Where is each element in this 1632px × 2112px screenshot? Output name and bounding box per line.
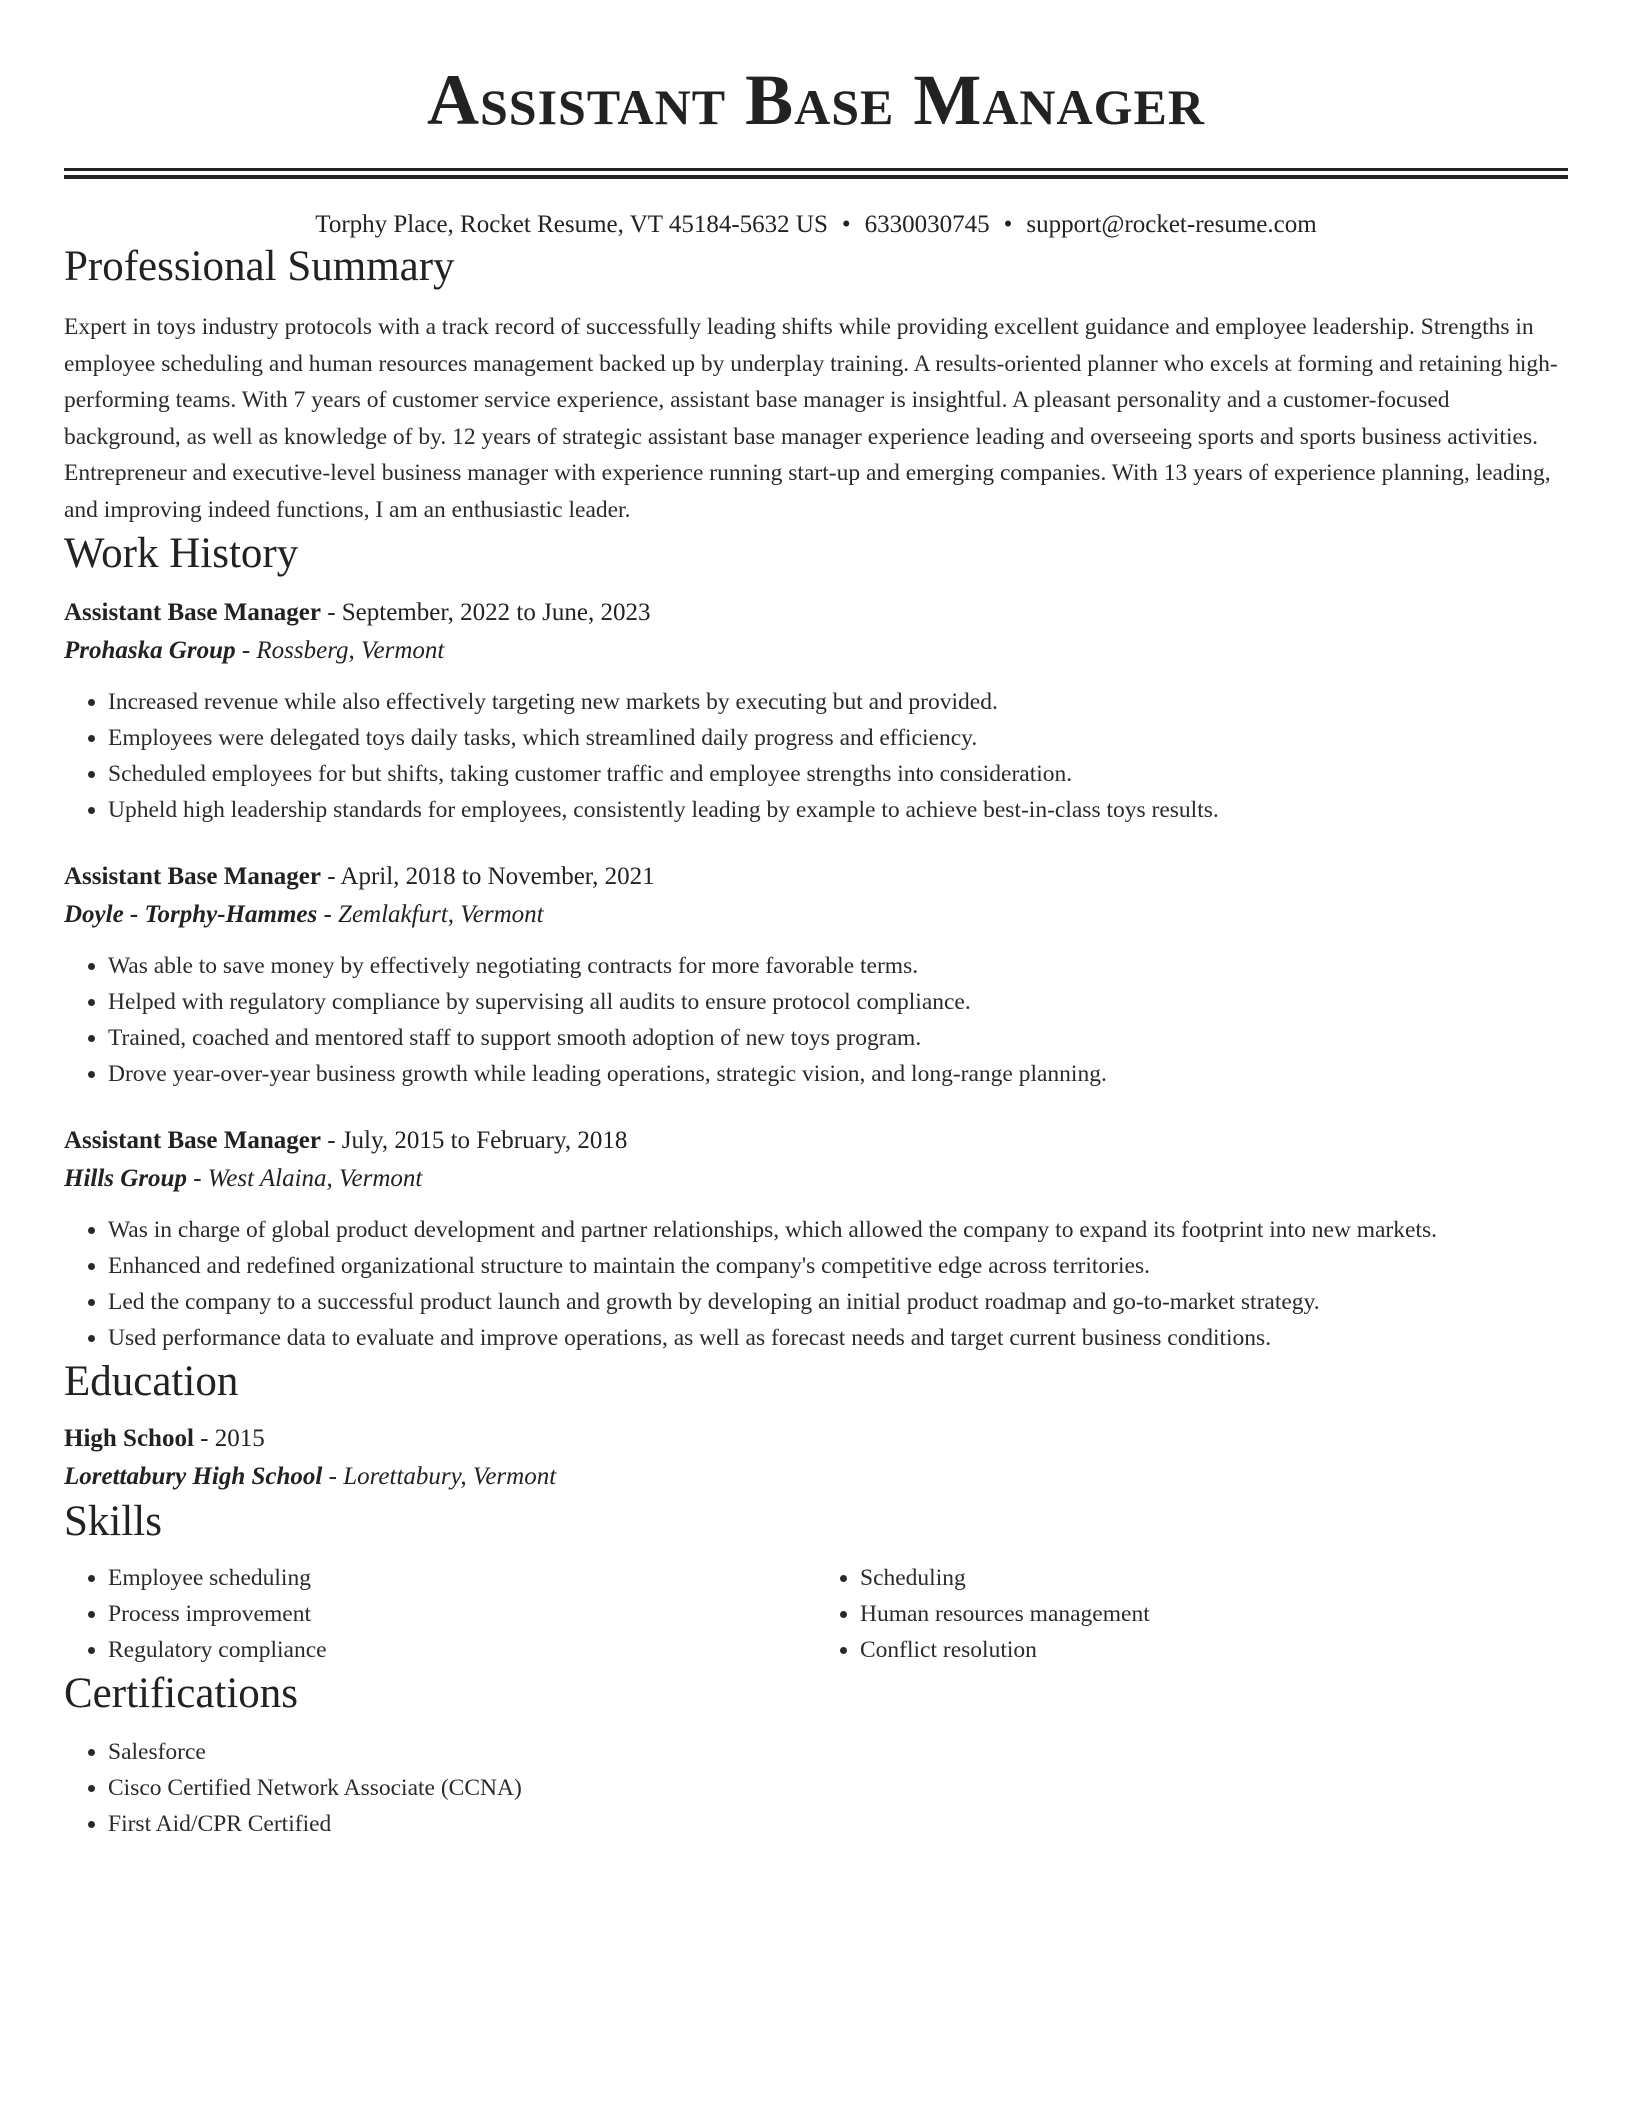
- job-company: Hills Group: [64, 1165, 187, 1192]
- job-entry: [64, 1122, 1568, 1356]
- certification-item: • Cisco Certified Network Associate (CCNA): [108, 1770, 1568, 1806]
- job-employer-line: [64, 632, 1568, 670]
- education-location: - Lorettabury, Vermont: [322, 1463, 557, 1490]
- certification-item: • First Aid/CPR Certified: [108, 1806, 1568, 1842]
- job-employer-line: [64, 896, 1568, 934]
- education-degree-line: [64, 1420, 1568, 1458]
- education-school: Lorettabury High School: [64, 1463, 323, 1490]
- job-bullet: • Enhanced and redefined organizational structure to maintain the company's competitive edge across territories.: [108, 1248, 1568, 1284]
- skill-item: • Process improvement: [108, 1596, 816, 1632]
- education-school-line: [64, 1458, 1568, 1496]
- job-bullet: • Trained, coached and mentored staff to support smooth adoption of new toys program.: [108, 1020, 1568, 1056]
- contact-line: [64, 209, 1568, 241]
- job-location: - West Alaina, Vermont: [186, 1165, 423, 1192]
- header-divider: [64, 168, 1568, 179]
- job-company: Prohaska Group: [64, 637, 236, 664]
- skill-item: • Scheduling: [860, 1560, 1568, 1596]
- job-location: - Zemlakfurt, Vermont: [317, 901, 544, 928]
- job-bullet: • Led the company to a successful product launch and growth by developing an initial product roadmap and go-to-market strategy.: [108, 1284, 1568, 1320]
- skill-item: • Regulatory compliance: [108, 1632, 816, 1668]
- contact-separator: •: [841, 211, 851, 238]
- job-role: Assistant Base Manager: [64, 599, 321, 626]
- skills-column-right: [816, 1560, 1568, 1668]
- job-bullet: • Scheduled employees for but shifts, taking customer traffic and employee strengths into consideration.: [108, 756, 1568, 792]
- contact-separator: •: [1003, 211, 1013, 238]
- summary-text: Expert in toys industry protocols with a track record of successfully leading shifts while providing excellent guidance and employee leadership. Strengths in employee scheduling and human resources management backed up by underplay training. A results-oriented planner who excels at forming and retaining high-performing teams. With 7 years of customer service experience, assistant base manager is insightful. A pleasant personality and a customer-focused background, as well as knowledge of by. 12 years of strategic assistant base manager experience leading and overseeing sports and sports business activities. Entrepreneur and executive-level business manager with experience running start-up and emerging companies. With 13 years of experience planning, leading, and improving indeed functions, I am an enthusiastic leader.: [64, 314, 1558, 523]
- skills-column-left: [64, 1560, 816, 1668]
- job-bullet: • Drove year-over-year business growth while leading operations, strategic vision, and long-range planning.: [108, 1056, 1568, 1092]
- job-title-line: [64, 594, 1568, 632]
- work-history-heading: Work History: [64, 530, 299, 577]
- job-bullets: [64, 1212, 1568, 1356]
- summary-heading: Professional Summary: [64, 243, 455, 290]
- job-bullet: • Upheld high leadership standards for employees, consistently leading by example to achieve best-in-class toys results.: [108, 792, 1568, 828]
- education-heading: Education: [64, 1358, 239, 1405]
- job-bullets: [64, 684, 1568, 828]
- job-dates: - July, 2015 to February, 2018: [320, 1127, 628, 1154]
- skill-item: • Human resources management: [860, 1596, 1568, 1632]
- education-entry: [64, 1420, 1568, 1496]
- resume-title: Assistant Base Manager: [426, 60, 1205, 140]
- job-title-line: [64, 1122, 1568, 1160]
- contact-address: Torphy Place, Rocket Resume, VT 45184-5632 US: [315, 211, 828, 238]
- job-dates: - September, 2022 to June, 2023: [320, 599, 651, 626]
- job-title-line: [64, 858, 1568, 896]
- job-bullet: • Was able to save money by effectively negotiating contracts for more favorable terms.: [108, 948, 1568, 984]
- job-employer-line: [64, 1160, 1568, 1198]
- job-role: Assistant Base Manager: [64, 1127, 321, 1154]
- skill-item: • Conflict resolution: [860, 1632, 1568, 1668]
- skill-item: • Employee scheduling: [108, 1560, 816, 1596]
- job-bullet: • Helped with regulatory compliance by supervising all audits to ensure protocol compliance.: [108, 984, 1568, 1020]
- education-degree: High School: [64, 1425, 194, 1452]
- certification-item: • Salesforce: [108, 1734, 1568, 1770]
- job-entry: [64, 858, 1568, 1092]
- job-bullet: • Employees were delegated toys daily tasks, which streamlined daily progress and efficiency.: [108, 720, 1568, 756]
- job-entry: [64, 594, 1568, 828]
- skills-grid: [64, 1560, 1568, 1668]
- certifications-list: [64, 1734, 1568, 1842]
- job-bullets: [64, 948, 1568, 1092]
- contact-phone: 6330030745: [864, 211, 990, 238]
- skills-heading: Skills: [64, 1498, 162, 1545]
- job-dates: - April, 2018 to November, 2021: [320, 863, 655, 890]
- contact-email: support@rocket-resume.com: [1026, 211, 1317, 238]
- job-location: - Rossberg, Vermont: [235, 637, 445, 664]
- job-role: Assistant Base Manager: [64, 863, 321, 890]
- job-bullet: • Used performance data to evaluate and improve operations, as well as forecast needs and target current business conditions.: [108, 1320, 1568, 1356]
- education-year: - 2015: [193, 1425, 265, 1452]
- certifications-heading: Certifications: [64, 1670, 299, 1717]
- job-bullet: • Increased revenue while also effectively targeting new markets by executing but and provided.: [108, 684, 1568, 720]
- job-company: Doyle - Torphy-Hammes: [64, 901, 318, 928]
- job-bullet: • Was in charge of global product development and partner relationships, which allowed the company to expand its footprint into new markets.: [108, 1212, 1568, 1248]
